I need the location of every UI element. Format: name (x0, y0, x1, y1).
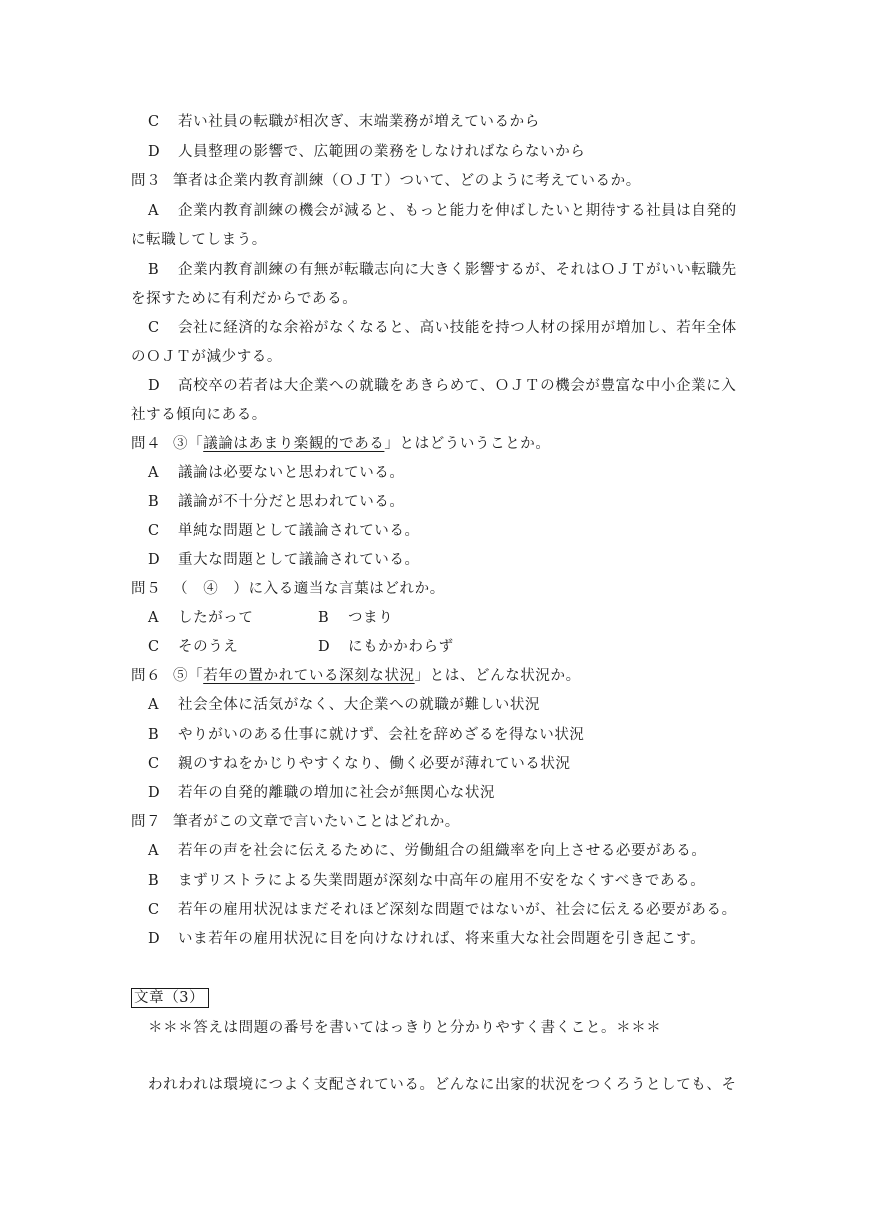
option-c (148, 318, 737, 338)
option-c (148, 112, 540, 132)
option-label: D (148, 931, 161, 947)
question-number: 問４ (131, 436, 162, 452)
question-6 (131, 666, 581, 686)
question-5 (131, 579, 445, 599)
option-label: D (148, 144, 161, 160)
passage-first-line: われわれは環境につよく支配されている。どんなに出家的状況をつくろうとしても、そ (148, 1077, 737, 1093)
option-label: A (148, 610, 160, 626)
option-text: そのうえ (178, 639, 239, 655)
option-label: D (318, 639, 331, 655)
option-row-cd (148, 637, 648, 657)
option-label: B (148, 873, 160, 889)
option-d (148, 929, 705, 949)
option-b (148, 260, 737, 280)
option-text: 若年の声を社会に伝えるために、労働組合の組織率を向上させる必要がある。 (178, 843, 707, 859)
option-label: D (148, 785, 161, 801)
underlined-quote: 若年の置かれている深刻な状況 (203, 668, 415, 684)
option-d (148, 376, 736, 396)
option-label: C (148, 523, 160, 539)
question-number: 問７ (131, 814, 162, 830)
question-4 (131, 434, 551, 454)
option-label: C (148, 114, 160, 130)
option-label: A (148, 203, 160, 219)
question-number: 問５ (131, 581, 162, 597)
option-b-continued: を探すために有利だからである。 (131, 291, 358, 307)
option-label: C (148, 902, 160, 918)
option-a-continued: に転職してしまう。 (131, 232, 267, 248)
option-text: 社会全体に活気がなく、大企業への就職が難しい状況 (178, 697, 541, 713)
question-text: 」とはどういうことか。 (384, 436, 551, 452)
option-text: 単純な問題として議論されている。 (178, 523, 420, 539)
option-b (318, 608, 393, 628)
option-text: 議論が不十分だと思われている。 (178, 494, 405, 510)
option-row-ab (148, 608, 648, 628)
question-text: （ ④ ）に入る適当な言葉はどれか。 (173, 581, 445, 597)
option-text: いま若年の雇用状況に目を向けなければ、将来重大な社会問題を引き起こす。 (178, 931, 706, 947)
option-text: 企業内教育訓練の有無が転職志向に大きく影響するが、それはＯＪＴがいい転職先 (178, 262, 737, 278)
option-a (148, 201, 737, 221)
option-d-continued: 社する傾向にある。 (131, 407, 267, 423)
option-label: A (148, 465, 160, 481)
option-b (148, 725, 585, 745)
question-text: 筆者がこの文章で言いたいことはどれか。 (173, 814, 460, 830)
underlined-quote: 議論はあまり楽観的である (203, 436, 385, 452)
option-a (148, 841, 707, 861)
section-title-box: 文章（3） (131, 988, 209, 1008)
option-text: 重大な問題として議論されている。 (178, 552, 420, 568)
option-text: まずリストラによる失業問題が深刻な中高年の雇用不安をなくすべきである。 (178, 873, 706, 889)
question-7 (131, 812, 460, 832)
option-c-continued: のＯＪＴが減少する。 (131, 349, 282, 365)
option-d (148, 550, 420, 570)
option-text: したがって (178, 610, 254, 626)
option-text: 会社に経済的な余裕がなくなると、高い技能を持つ人材の採用が増加し、若年全体 (178, 320, 737, 336)
option-label: D (148, 552, 161, 568)
option-label: C (148, 756, 160, 772)
option-d (148, 142, 585, 162)
option-text: やりがいのある仕事に就けず、会社を辞めざるを得ない状況 (178, 727, 585, 743)
option-a (148, 463, 405, 483)
option-label: C (148, 320, 160, 336)
question-number: 問６ (131, 668, 162, 684)
option-label: B (148, 494, 160, 510)
option-b (148, 871, 705, 891)
option-label: B (148, 262, 160, 278)
option-text: 人員整理の影響で、広範囲の業務をしなければならないから (178, 144, 586, 160)
section-instruction: ＊＊＊答えは問題の番号を書いてはっきりと分かりやすく書くこと。＊＊＊ (148, 1020, 662, 1036)
option-label: B (148, 727, 160, 743)
option-text: にもかかわらず (348, 639, 454, 655)
option-label: D (148, 378, 161, 394)
option-text: つまり (348, 610, 394, 626)
option-text: 若い社員の転職が相次ぎ、末端業務が増えているから (178, 114, 540, 130)
option-d (148, 783, 495, 803)
question-text: 筆者は企業内教育訓練（ＯＪＴ）ついて、どのように考えているか。 (173, 173, 641, 189)
question-3 (131, 171, 641, 191)
option-label: A (148, 843, 160, 859)
section-heading (131, 988, 209, 1008)
question-text: 」とは、どんな状況か。 (414, 668, 581, 684)
quote-open: ③「 (173, 436, 204, 452)
option-a (148, 695, 540, 715)
option-text: 企業内教育訓練の機会が減ると、もっと能力を伸ばしたいと期待する社員は自発的 (178, 203, 737, 219)
option-label: A (148, 697, 160, 713)
option-text: 若年の雇用状況はまだそれほど深刻な問題ではないが、社会に伝える必要がある。 (178, 902, 737, 918)
option-c (148, 521, 420, 541)
option-text: 親のすねをかじりやすくなり、働く必要が薄れている状況 (178, 756, 571, 772)
quote-open: ⑤「 (173, 668, 204, 684)
option-d (318, 637, 454, 657)
option-label: B (318, 610, 330, 626)
option-text: 若年の自発的離職の増加に社会が無関心な状況 (178, 785, 496, 801)
option-label: C (148, 639, 160, 655)
option-text: 高校卒の若者は大企業への就職をあきらめて、ＯＪＴの機会が豊富な中小企業に入 (178, 378, 737, 394)
option-c (148, 754, 571, 774)
question-number: 問３ (131, 173, 162, 189)
option-c (148, 900, 737, 920)
option-b (148, 492, 405, 512)
option-text: 議論は必要ないと思われている。 (178, 465, 405, 481)
